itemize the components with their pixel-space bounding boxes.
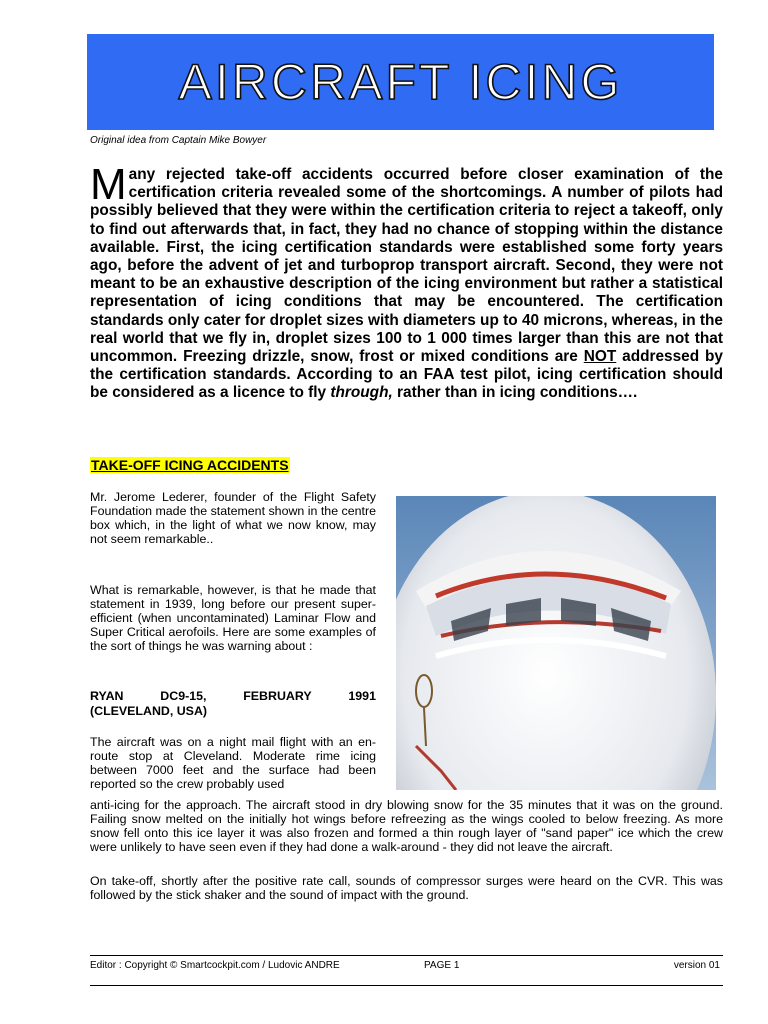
title-banner (87, 34, 714, 130)
footer-rule-top (90, 955, 723, 956)
paragraph-remarkable: What is remarkable, however, is that he made that statement in 1939, long before our present super-efficient (when uncontaminated) Laminar Flow and Super Critical aerofoils. Here are some examples of the sort of things he was warning about : (90, 583, 376, 653)
iced-aircraft-photo (396, 496, 716, 790)
accident-name: RYAN (90, 689, 124, 703)
accident-heading (90, 689, 376, 719)
accident-year: 1991 (348, 689, 376, 703)
intro-emphasis: NOT (583, 348, 617, 366)
intro-text-3: rather than in icing conditions…. (392, 384, 638, 402)
intro-paragraph (90, 160, 723, 403)
intro-italic: through, (330, 384, 393, 402)
intro-text-2: addressed by the certification standards. According to an FAA test pilot, icing certification should be considered as a licence to fly (90, 348, 723, 402)
credit-line: Original idea from Captain Mike Bowyer (90, 135, 267, 146)
section-heading: TAKE-OFF ICING ACCIDENTS (91, 457, 289, 473)
drop-cap: M (90, 160, 127, 209)
footer-copyright: Editor : Copyright © Smartcockpit.com / Ludovic ANDRE (90, 960, 340, 971)
accident-aircraft: DC9-15, (160, 689, 207, 703)
paragraph-takeoff: On take-off, shortly after the positive rate call, sounds of compressor surges were heard on the CVR. This was followed by the stick shaker and the sound of impact with the ground. (90, 874, 723, 902)
accident-location: (CLEVELAND, USA) (90, 704, 208, 718)
paragraph-flight-continued: anti-icing for the approach. The aircraft stood in dry blowing snow for the 35 minutes that it was on the ground. Failing snow melted on the initially hot wings before refreezing as the wings cooled to below freezing. As more snow fell onto this ice layer it was also frozen and formed a thin rough layer of "sand paper" ice which the crew were unlikely to have seen even if they had done a walk-around - they did not leave the aircraft. (90, 798, 723, 854)
accident-date: FEBRUARY (243, 689, 312, 703)
footer-version: version 01 (673, 960, 720, 971)
intro-text-1: any rejected take-off accidents occurred before closer examination of the certification criteria revealed some of the shortcomings. A number of pilots had possibly believed that they were within the certification criteria to reject a takeoff, only to find out afterwards that, in fact, they had no chance of stopping within the distance available. First, the icing certification standards were established some forty years ago, before the advent of jet and turboprop transport aircraft. Second, they were not meant to be an exhaustive description of the icing environment but rather a statistical representation of icing conditions that may be encountered. The certification standards only cater for droplet sizes with diameters up to 40 microns, whereas, in the real world that we fly in, droplet sizes 100 to 1 000 times larger than this are not that uncommon. Freezing drizzle, snow, frost or mixed conditions are (90, 166, 723, 366)
page-title: AIRCRAFT ICING (178, 54, 623, 110)
paragraph-flight: The aircraft was on a night mail flight with an en-route stop at Cleveland. Moderate rime icing between 7000 feet and the surface had been reported so the crew probably used (90, 735, 376, 791)
footer-page-number: PAGE 1 (424, 960, 460, 971)
paragraph-lederer: Mr. Jerome Lederer, founder of the Flight Safety Foundation made the statement shown in the centre box which, in the light of what we now know, may not seem remarkable.. (90, 490, 376, 546)
footer-rule-bottom (90, 985, 723, 986)
